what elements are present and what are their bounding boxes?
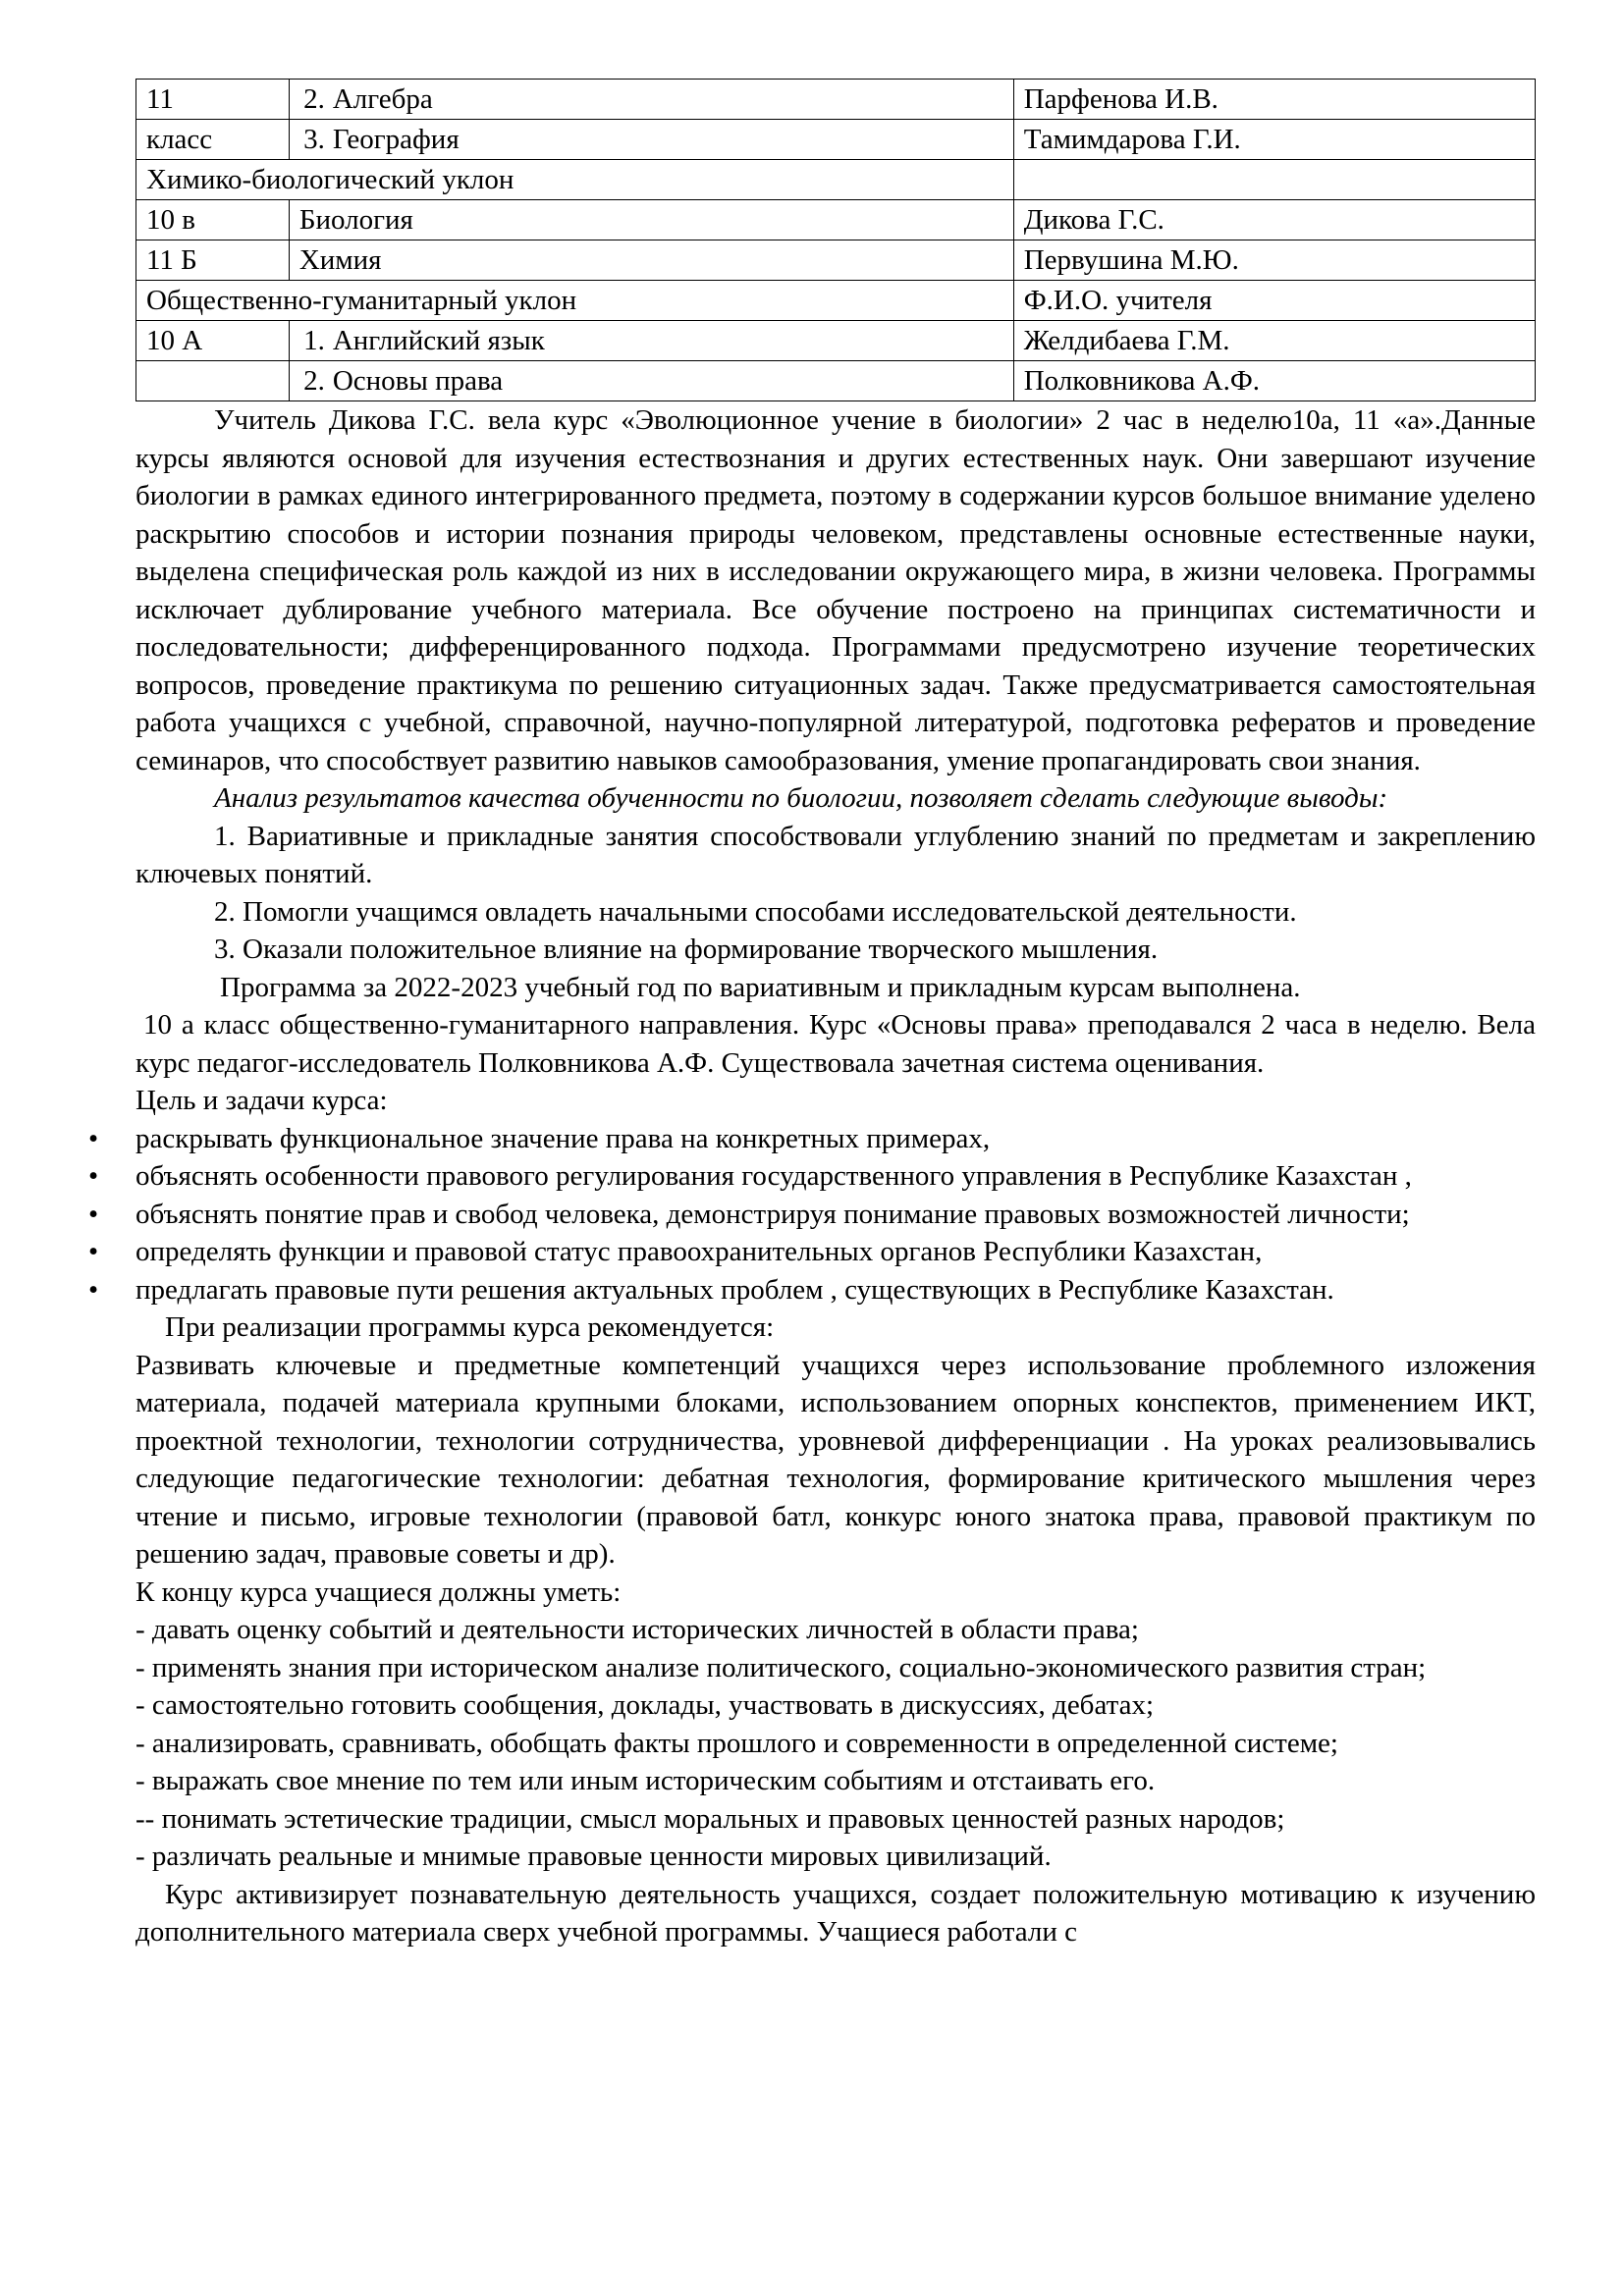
paragraph-law-course: 10 а класс общественно-гуманитарного направления. Курс «Основы права» преподавался 2 часа в неделю. Вела курс педагог-исследователь Полковникова А.Ф. Существовала зачетная система оценивания.: [135, 1009, 1536, 1079]
table-row: [136, 281, 1536, 321]
row-number: 1.: [303, 325, 325, 356]
table-row: [136, 240, 1536, 281]
conclusion-item-2: 2. Помогли учащимся овладеть начальными способами исследовательской деятельности.: [214, 895, 1297, 928]
analysis-heading: Анализ результатов качества обученности по биологии, позволяет сделать следующие выводы:: [214, 782, 1388, 814]
skill-item: - анализировать, сравнивать, обобщать факты прошлого и современности в определенной системе;: [135, 1727, 1338, 1759]
subject-cell: Химия: [289, 240, 1013, 281]
class-cell: 10 в: [136, 200, 290, 240]
section-header-cell: Общественно-гуманитарный уклон: [136, 281, 1014, 321]
skill-item: - различать реальные и мнимые правовые ценности мировых цивилизаций.: [135, 1841, 1052, 1872]
teacher-header-cell: Ф.И.О. учителя: [1013, 281, 1535, 321]
subject-cell: Английский язык: [332, 325, 545, 356]
teacher-cell: Полковникова А.Ф.: [1013, 361, 1535, 401]
goal-bullet: • объяснять понятие прав и свобод человека, демонстрируя понимание правовых возможностей личности;: [135, 1196, 1536, 1234]
skill-item: - самостоятельно готовить сообщения, доклады, участвовать в дискуссиях, дебатах;: [135, 1689, 1155, 1721]
paragraph-biology-course: Учитель Дикова Г.С. вела курс «Эволюционное учение в биологии» 2 час в неделю10а, 11 «а».Данные курсы являются основой для изучения естествознания и других естественных наук. Они завершают изучение биологии в рамках единого интегрированного предмета, поэтому в содержании курсов большое внимание уделено раскрытию способов и истории познания природы человеком, представлены основные естественные науки, выделена специфическая роль каждой из них в исследовании окружающего мира, в жизни человека. Программы исключает дублирование учебного материала. Все обучение построено на принципах систематичности и последовательности; дифференцированного подхода. Программами предусмотрено изучение теоретических вопросов, проведение практикума по решению ситуационных задач. Также предусматривается самостоятельная работа учащихся с учебной, справочной, научно-популярной литературой, подготовка рефератов и проведение семинаров, что способствует развитию навыков самообразования, умение пропагандировать свои знания.: [135, 404, 1536, 776]
skill-item: - давать оценку событий и деятельности исторических личностей в области права;: [135, 1614, 1139, 1645]
recommendation-heading: При реализации программы курса рекомендуется:: [165, 1311, 775, 1343]
conclusion-item-1: 1. Вариативные и прикладные занятия способствовали углублению знаний по предметам и закреплению ключевых понятий.: [135, 820, 1536, 889]
class-cell: 11 Б: [136, 240, 290, 281]
paragraph-technologies: Развивать ключевые и предметные компетенций учащихся через использование проблемного изложения материала, подачей материала крупными блоками, использованием опорных конспектов, применением ИКТ, проектной технологии, технологии сотрудничества, уровневой дифференциации . На уроках реализовывались следующие педагогические технологии: дебатная технология, формирование критического мышления через чтение и письмо, игровые технологии (правовой батл, конкурс юного знатока права, правовой практикум по решению задач, правовые советы и др).: [135, 1349, 1536, 1570]
row-number: 2.: [303, 83, 325, 115]
section-header-cell: Химико-биологический уклон: [136, 160, 1014, 200]
table-row: [136, 361, 1536, 401]
class-cell: 11: [146, 83, 174, 115]
teacher-cell: Дикова Г.С.: [1013, 200, 1535, 240]
subject-cell: География: [332, 124, 460, 155]
table-row: [136, 80, 1536, 120]
bullet-icon: •: [88, 1122, 99, 1154]
goal-bullet: • объяснять особенности правового регулирования государственного управления в Республике Казахстан ,: [135, 1157, 1536, 1196]
row-number: 2.: [303, 365, 325, 397]
conclusion-item-3: 3. Оказали положительное влияние на формирование творческого мышления.: [214, 934, 1159, 965]
bullet-icon: •: [88, 1236, 99, 1267]
teacher-cell: [1013, 160, 1535, 200]
teacher-cell: Желдибаева Г.М.: [1013, 321, 1535, 361]
courses-table: [135, 79, 1536, 401]
paragraph-course-activation: Курс активизирует познавательную деятельность учащихся, создает положительную мотивацию к изучению дополнительного материала сверх учебной программы. Учащиеся работали с: [135, 1878, 1536, 1948]
skill-item: -- понимать эстетические традиции, смысл моральных и правовых ценностей разных народов;: [135, 1802, 1285, 1835]
table-row: [136, 160, 1536, 200]
skill-item: - выражать свое мнение по тем или иным историческим событиям и отстаивать его.: [135, 1765, 1156, 1796]
subject-cell: Биология: [289, 200, 1013, 240]
bullet-icon: •: [88, 1273, 99, 1306]
teacher-cell: Тамимдарова Г.И.: [1013, 120, 1535, 160]
goals-heading: Цель и задачи курса:: [135, 1085, 388, 1116]
table-row: [136, 120, 1536, 160]
program-completion: Программа за 2022-2023 учебный год по вариативным и прикладным курсам выполнена.: [220, 971, 1301, 1003]
bullet-icon: •: [88, 1160, 99, 1192]
document-page: [88, 79, 1536, 1951]
goal-bullet: • определять функции и правовой статус правоохранительных органов Республики Казахстан,: [135, 1233, 1536, 1271]
skill-item: - применять знания при историческом анализе политического, социально-экономического развития стран;: [135, 1651, 1427, 1683]
row-number: 3.: [303, 124, 325, 155]
subject-cell: Основы права: [332, 365, 504, 397]
table-row: [136, 200, 1536, 240]
goal-bullet: • раскрывать функциональное значение права на конкретных примерах,: [135, 1120, 1536, 1158]
teacher-cell: Первушина М.Ю.: [1013, 240, 1535, 281]
bullet-icon: •: [88, 1198, 99, 1230]
class-cell: 10 А: [146, 325, 203, 356]
goal-bullet: • предлагать правовые пути решения актуальных проблем , существующих в Республике Казахстан.: [135, 1271, 1536, 1309]
teacher-cell: Парфенова И.В.: [1013, 80, 1535, 120]
skills-heading: К концу курса учащиеся должны уметь:: [135, 1575, 622, 1608]
table-row: [136, 321, 1536, 361]
class-cell: класс: [146, 124, 213, 155]
subject-cell: Алгебра: [332, 83, 433, 115]
